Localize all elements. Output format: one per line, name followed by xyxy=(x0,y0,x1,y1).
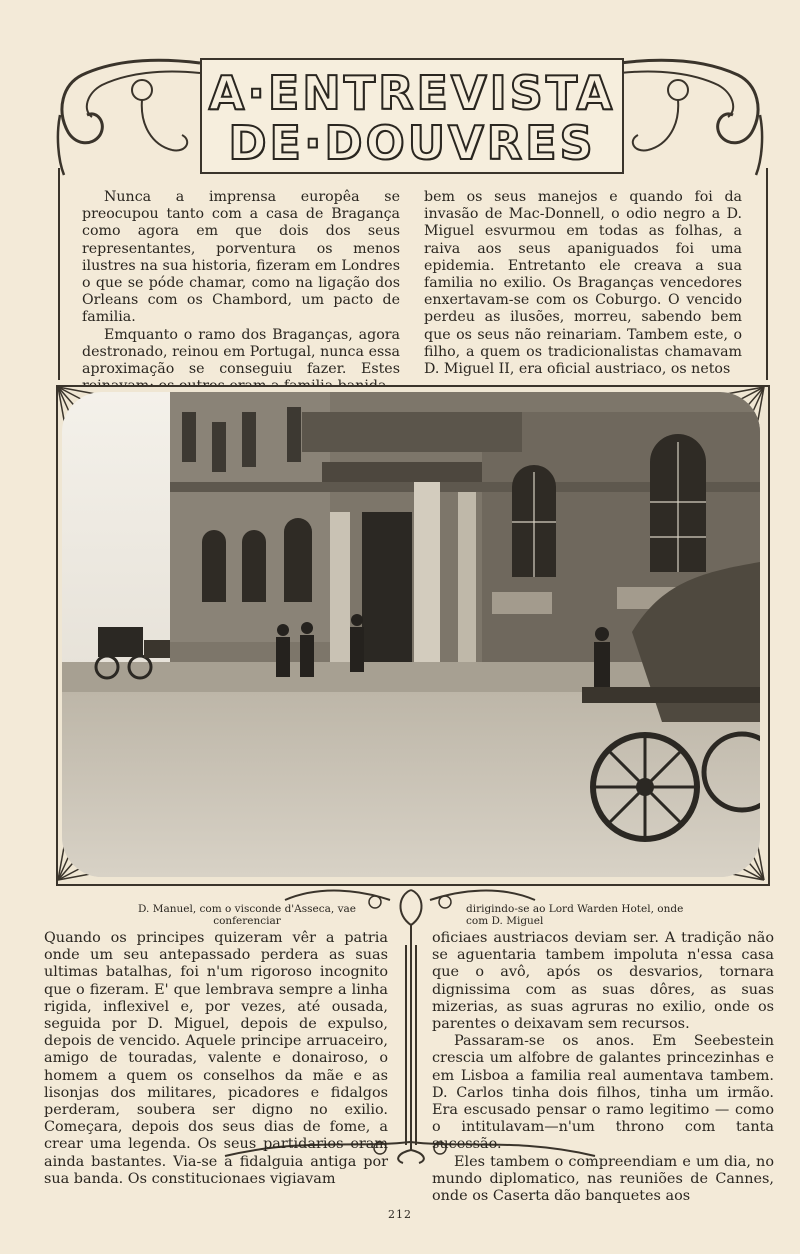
top-right-column xyxy=(424,189,742,378)
page-number: 212 xyxy=(388,1208,412,1221)
photo-caption-left: D. Manuel, com o visconde d'Asseca, vae conferenciar xyxy=(138,903,356,927)
paragraph: Nunca a imprensa europêa se preocupou tanto com a casa de Bragança como agora em que dois dos seus representantes, porventura os menos ilustres na sua historia, fizeram em Londres o que se póde chamar, como na ligação dos Orleans com os Chambord, um pacto de familia. xyxy=(82,189,400,326)
paragraph: Passaram-se os anos. Em Seebestein crescia um alfobre de galantes princezinhas e em Lisboa a familia real aumentava tambem. D. Carlos tinha dois filhos, tinha um irmão. Era escusado pensar o ramo legitimo — como o intitulavam—n'um throno com tanta sucessão. xyxy=(432,1033,774,1153)
title-box xyxy=(200,58,624,174)
article-title-line-2: DE·DOUVRES xyxy=(228,116,596,170)
center-vine-ornament-icon xyxy=(388,885,434,1165)
hotel-scene-image xyxy=(62,392,760,877)
paragraph: bem os seus manejos e quando foi da invasão de Mac-Donnell, o odio negro a D. Miguel esvurmou em todas as folhas, a raiva aos seus apaniguados foi uma epidemia. Entretanto ele creava a sua familia no exilio. Os Braganças vencedores enxertavam-se com os Coburgo. O vencido perdeu as ilusões, morreu, sabendo bem que os seus não reinariam. Tambem este, o filho, a quem os tradicionalistas chamavam D. Miguel II, era oficial austriaco, os netos xyxy=(424,189,742,378)
left-scroll-ornament-icon xyxy=(52,55,202,180)
bottom-left-column xyxy=(44,930,388,1188)
paragraph: Quando os principes quizeram vêr a patria onde um seu antepassado perdera as suas ultimas batalhas, foi n'um rigoroso incognito que o fizeram. E' que lembrava sempre a linha rigida, inflexivel e, por vezes, até ousada, seguida por D. Miguel, depois de expulso, depois de vencido. Aquele principe arruaceiro, amigo de touradas, valente e donairoso, o homem a quem os conselhos da mãe e as lisonjas dos militares, picadores e fidalgos perderam, soubera ser digno no exilio. Começara, depois dos seus dias de fome, a crear uma legenda. Os seus partidarios eram ainda bastantes. Via-se a fidalguia antiga por sua banda. Os constitucionaes vigiavam xyxy=(44,930,388,1187)
bottom-right-column xyxy=(432,930,774,1205)
photo-caption-right: dirigindo-se ao Lord Warden Hotel, onde com D. Miguel xyxy=(466,903,684,927)
article-title-line-1: A·ENTREVISTA xyxy=(208,66,616,120)
paragraph: Eles tambem o compreendiam e um dia, no mundo diplomatico, nas reuniões de Cannes, onde os Caserta dão banquetes aos xyxy=(432,1153,774,1205)
hotel-photograph xyxy=(62,392,760,877)
paragraph: oficiaes austriacos deviam ser. A tradição não se aguentaria tambem impoluta n'essa casa que o avô, após os desvarios, tornara dignissima com as suas dôres, as suas mizerias, as suas agruras no exilio, onde os parentes o deixavam sem recursos. xyxy=(432,930,774,1033)
right-scroll-ornament-icon xyxy=(618,55,768,180)
caption-flourish-icon xyxy=(280,880,540,920)
paragraph: Emquanto o ramo dos Braganças, agora destronado, reinou em Portugal, nunca essa aproximação se conseguiu fazer. Estes xyxy=(82,326,400,378)
top-left-column xyxy=(82,189,400,395)
